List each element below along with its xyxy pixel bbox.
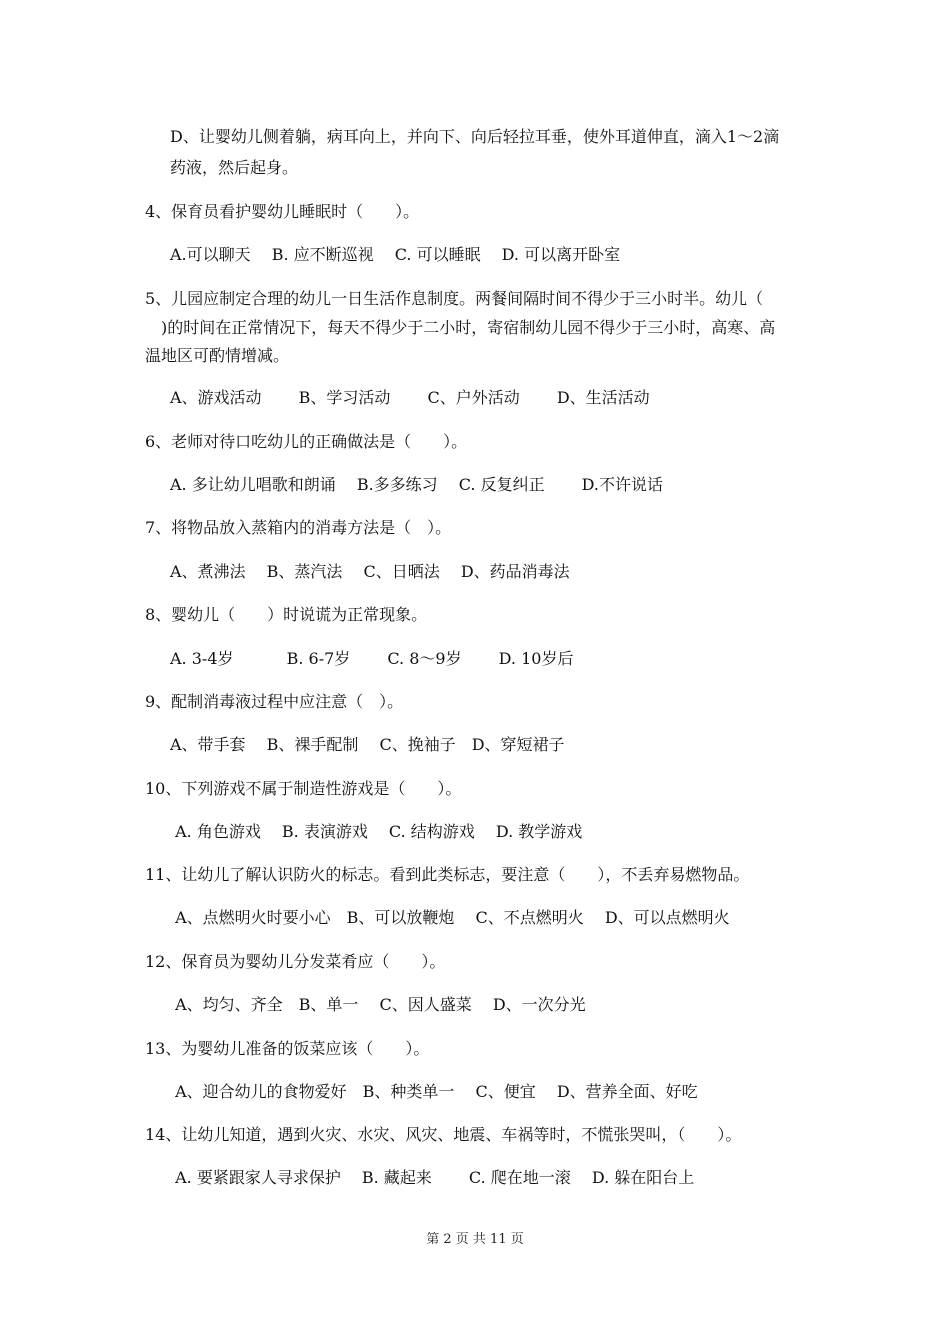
question-6-options: A. 多让幼儿唱歌和朗诵 B.多多练习 C. 反复纠正 D.不许说话 <box>170 475 664 494</box>
question-8-options: A. 3-4岁 B. 6-7岁 C. 8～9岁 D. 10岁后 <box>170 649 574 668</box>
question-7: 7、将物品放入蒸箱内的消毒方法是（ ）。 <box>145 518 452 537</box>
page-footer: 第 2 页 共 11 页 <box>426 1232 524 1247</box>
question-12-options: A、均匀、齐全 B、单一 C、因人盛菜 D、一次分光 <box>170 995 586 1014</box>
question-10-options: A. 角色游戏 B. 表演游戏 C. 结构游戏 D. 教学游戏 <box>170 822 583 841</box>
question-10: 10、下列游戏不属于制造性游戏是（ ）。 <box>145 779 462 798</box>
question-4-options: A.可以聊天 B. 应不断巡视 C. 可以睡眠 D. 可以离开卧室 <box>170 245 621 264</box>
question-5-options: A、游戏活动 B、学习活动 C、户外活动 D、生活活动 <box>170 388 650 407</box>
question-13: 13、为婴幼儿准备的饭菜应该（ ）。 <box>145 1039 430 1058</box>
question-13-options: A、迎合幼儿的食物爱好 B、种类单一 C、便宜 D、营养全面、好吃 <box>170 1082 698 1101</box>
question-5-line-3: 温地区可酌情增减。 <box>145 346 290 365</box>
option-d-line-2: 药液，然后起身。 <box>170 158 299 177</box>
question-14-options: A. 要紧跟家人寻求保护 B. 藏起来 C. 爬在地一滚 D. 躲在阳台上 <box>170 1168 695 1187</box>
question-12: 12、保育员为婴幼儿分发菜肴应（ ）。 <box>145 952 446 971</box>
option-d-line-1: D、让婴幼儿侧着躺，病耳向上，并向下、向后轻拉耳垂，使外耳道伸直，滴入1～2滴 <box>170 127 780 146</box>
question-9: 9、配制消毒液过程中应注意（ ）。 <box>145 692 404 711</box>
question-4: 4、保育员看护婴幼儿睡眠时（ ）。 <box>145 202 420 221</box>
question-11: 11、让幼儿了解认识防火的标志。看到此类标志，要注意（ ），不丢弃易燃物品。 <box>145 865 750 884</box>
question-5-line-1: 5、儿园应制定合理的幼儿一日生活作息制度。两餐间隔时间不得少于三小时半。幼儿（ <box>145 289 764 308</box>
question-9-options: A、带手套 B、裸手配制 C、挽袖子 D、穿短裙子 <box>170 735 565 754</box>
question-7-options: A、煮沸法 B、蒸汽法 C、日晒法 D、药品消毒法 <box>170 562 570 581</box>
question-14: 14、让幼儿知道，遇到火灾、水灾、风灾、地震、车祸等时，不慌张哭叫，（ ）。 <box>145 1125 742 1144</box>
question-5-line-2: )的时间在正常情况下，每天不得少于二小时，寄宿制幼儿园不得少于三小时，高寒、高 <box>145 318 776 337</box>
question-6: 6、老师对待口吃幼儿的正确做法是（ ）。 <box>145 432 468 451</box>
question-11-options: A、点燃明火时要小心 B、可以放鞭炮 C、不点燃明火 D、可以点燃明火 <box>170 908 730 927</box>
question-8: 8、婴幼儿（ ）时说谎为正常现象。 <box>145 605 428 624</box>
